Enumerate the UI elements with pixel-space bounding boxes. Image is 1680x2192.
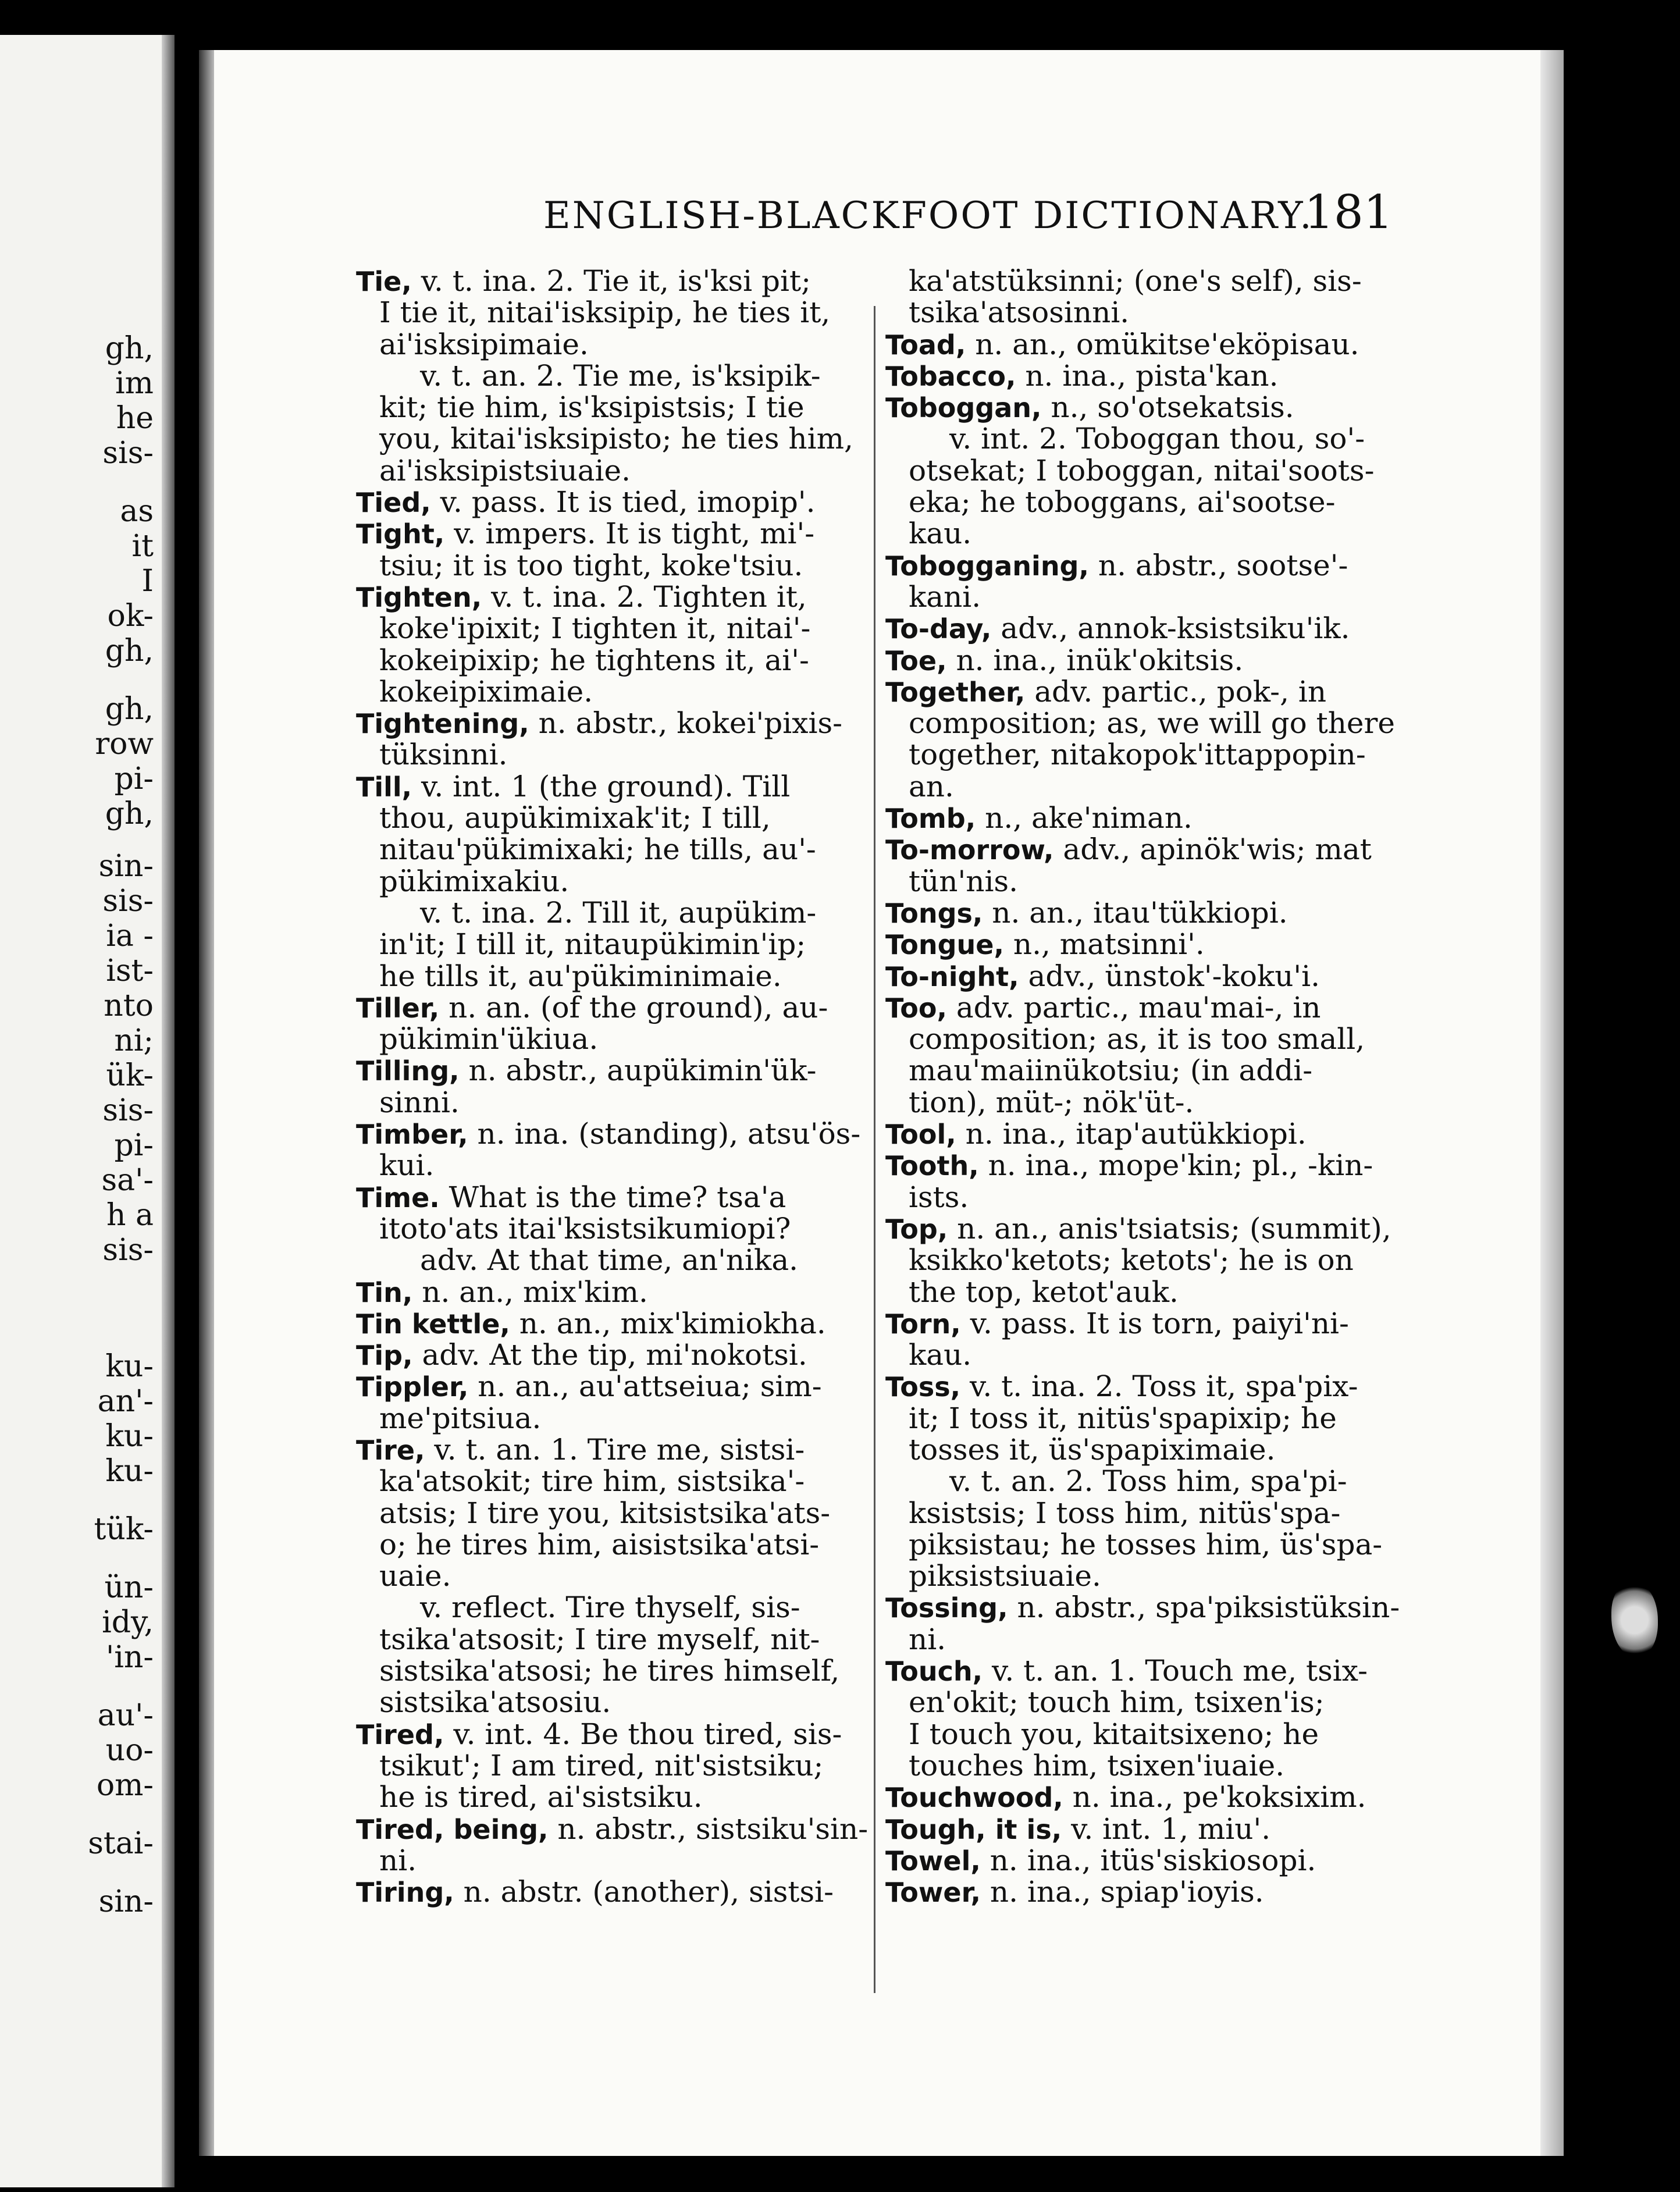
facing-page-fragment: pi- [114, 1128, 154, 1163]
definition-text: v. t. an. 1. Tire me, sistsi- [425, 1432, 805, 1467]
definition-text: adv., apinök'wis; mat [1053, 832, 1372, 867]
definition-text: v. int. 1 (the ground). Till [412, 769, 791, 803]
headword: Together, [885, 676, 1026, 708]
entry-continuation-line [885, 265, 1525, 297]
definition-text: in'it; I till it, nitaupükimin'ip; [379, 927, 806, 962]
definition-text: it; I toss it, nitüs'spapixip; he [909, 1401, 1337, 1435]
headword: To-night, [885, 960, 1019, 992]
definition-text: tosses it, üs'spapiximaie. [909, 1432, 1276, 1467]
headword: Tossing, [885, 1592, 1008, 1624]
headword: Toe, [885, 645, 947, 677]
dictionary-entry-line [885, 360, 1525, 392]
entry-continuation-line [885, 1055, 1525, 1086]
definition-text: v. t. an. 2. Tie me, is'ksipik- [420, 358, 821, 393]
dictionary-entry-line [885, 329, 1525, 360]
dictionary-entry-line [885, 1592, 1525, 1623]
dictionary-entry-line [885, 645, 1525, 676]
entry-continuation-line [885, 1434, 1525, 1465]
definition-text: adv., annok-ksistsiku'ik. [991, 611, 1350, 646]
entry-continuation-line [885, 771, 1525, 802]
definition-text: n. abstr., sootse'- [1088, 548, 1348, 582]
definition-text: mau'maiinükotsiu; (in addi- [909, 1054, 1313, 1088]
entry-continuation-line [885, 1087, 1525, 1118]
facing-page-fragment: tük- [94, 1512, 154, 1547]
definition-text: n. ina., pista'kan. [1016, 358, 1279, 393]
facing-page-fragment: om- [96, 1768, 154, 1803]
definition-text: n., ake'niman. [976, 801, 1193, 835]
facing-page-fragment: sin- [98, 849, 154, 884]
definition-text: n. abstr. (another), sistsi- [454, 1875, 834, 1909]
headword: Torn, [885, 1308, 961, 1340]
definition-text: tion), müt-; nök'üt-. [909, 1085, 1194, 1119]
definition-text: What is the time? tsa'a [439, 1180, 786, 1214]
facing-page-fragment: he [116, 401, 154, 436]
dictionary-entry-line [885, 1876, 1525, 1908]
facing-page-fragment: row [95, 727, 154, 761]
definition-text: ni. [909, 1622, 946, 1656]
headword: Tin kettle, [356, 1308, 510, 1340]
definition-text: sinni. [379, 1085, 460, 1119]
definition-text: tsiu; it is too tight, koke'tsiu. [379, 548, 803, 582]
definition-text: n. ina. (standing), atsu'ös- [468, 1117, 861, 1151]
headword: To-day, [885, 613, 992, 645]
definition-text: uaie. [379, 1559, 451, 1593]
facing-page-fragment: gh, [105, 634, 154, 668]
facing-page [0, 35, 175, 2187]
dictionary-entry-line [885, 960, 1525, 992]
entry-continuation-line [885, 1339, 1525, 1371]
definition-text: sistsika'atsosi; he tires himself, [379, 1654, 840, 1688]
definition-text: v. int. 2. Toboggan thou, so'- [949, 422, 1365, 456]
dictionary-entry-line [885, 1781, 1525, 1813]
definition-text: n. an. (of the ground), au- [439, 990, 828, 1024]
dictionary-entry-line [885, 1213, 1525, 1244]
dictionary-entry-line [885, 1655, 1525, 1686]
facing-page-fragment: sin- [98, 1884, 154, 1919]
definition-text: ists. [909, 1180, 969, 1214]
dictionary-entry-line [885, 928, 1525, 960]
definition-text: n. abstr., sistsiku'sin- [548, 1812, 869, 1846]
definition-text: v. t. an. 1. Touch me, tsix- [983, 1654, 1368, 1688]
dictionary-entry-line [885, 550, 1525, 581]
headword: Top, [885, 1213, 948, 1245]
headword: Tip, [356, 1340, 413, 1372]
facing-page-fragment: uo- [105, 1733, 154, 1768]
facing-page-fragment: I [141, 564, 154, 599]
dictionary-entry-line [885, 392, 1525, 423]
definition-text: v. int. 4. Be thou tired, sis- [444, 1717, 842, 1751]
definition-text: v. int. 1, miu'. [1062, 1812, 1271, 1846]
facing-page-fragment: ük- [106, 1058, 154, 1093]
headword: Tighten, [356, 581, 482, 613]
definition-text: kui. [379, 1148, 435, 1183]
definition-text: n. ina., mope'kin; pl., -kin- [978, 1148, 1373, 1183]
definition-text: kokeipixip; he tightens it, ai'- [379, 643, 809, 677]
definition-text: n. ina., pe'koksixim. [1063, 1780, 1366, 1814]
definition-text: together, nitakopok'ittappopin- [909, 738, 1366, 772]
headword: Tower, [885, 1877, 981, 1909]
definition-text: koke'ipixit; I tighten it, nitai'- [379, 611, 811, 646]
definition-text: itoto'ats itai'ksistsikumiopi? [379, 1211, 791, 1246]
definition-text: en'okit; touch him, tsixen'is; [909, 1685, 1325, 1720]
definition-text: I tie it, nitai'isksipip, he ties it, [379, 296, 831, 330]
facing-page-fragment: ok- [107, 599, 154, 634]
facing-page-fragment: h a [106, 1198, 154, 1233]
entry-continuation-line [885, 1276, 1525, 1308]
definition-text: n. ina., itap'autükkiopi. [956, 1117, 1307, 1151]
headword: Till, [356, 771, 412, 803]
definition-text: n. an., mix'kimiokha. [510, 1306, 826, 1340]
headword: Tired, [356, 1718, 444, 1750]
right-column [885, 265, 1525, 1908]
facing-page-fragment: nto [104, 988, 154, 1023]
entry-continuation-line [885, 423, 1525, 454]
definition-text: adv. partic., pok-, in [1025, 674, 1327, 709]
entry-continuation-line [885, 1529, 1525, 1560]
headword: Toad, [885, 329, 966, 361]
definition-text: n. an., au'attseiua; sim- [468, 1369, 822, 1404]
definition-text: kani. [909, 579, 981, 614]
definition-text: ai'isksipimaie. [379, 327, 589, 361]
headword: Tired, being, [356, 1813, 549, 1845]
entry-continuation-line [885, 1403, 1525, 1434]
entry-continuation-line [885, 739, 1525, 770]
definition-text: n. abstr., spa'piksistüksin- [1008, 1590, 1400, 1625]
facing-page-fragment: it [131, 529, 154, 564]
definition-text: I touch you, kitaitsixeno; he [909, 1717, 1319, 1751]
definition-text: you, kitai'isksipisto; he ties him, [379, 422, 853, 456]
definition-text: composition; as, we will go there [909, 706, 1395, 741]
dictionary-entry-line [885, 1845, 1525, 1876]
definition-text: he tills it, au'pükiminimaie. [379, 959, 782, 993]
headword: Toboggan, [885, 392, 1042, 424]
definition-text: me'pitsiua. [379, 1401, 542, 1435]
dictionary-entry-line [885, 802, 1525, 834]
definition-text: ka'atstüksinni; (one's self), sis- [909, 264, 1362, 298]
dictionary-entry-line [885, 676, 1525, 707]
definition-text: the top, ketot'auk. [909, 1275, 1179, 1309]
definition-text: n. ina., inük'okitsis. [946, 643, 1244, 677]
definition-text: thou, aupükimixak'it; I till, [379, 801, 771, 835]
definition-text: adv., ünstok'-koku'i. [1019, 959, 1320, 993]
dictionary-entry-line [885, 834, 1525, 865]
definition-text: eka; he toboggans, ai'sootse- [909, 485, 1336, 519]
headword: Tightening, [356, 708, 529, 740]
definition-text: ksistsis; I toss him, nitüs'spa- [909, 1496, 1341, 1530]
headword: Tight, [356, 518, 445, 550]
entry-continuation-line [885, 707, 1525, 739]
paper-damage-blot [1611, 1582, 1658, 1658]
definition-text: v. t. an. 2. Toss him, spa'pi- [949, 1464, 1347, 1499]
facing-page-fragment: ku- [105, 1349, 154, 1384]
page-edge-shadow [1540, 50, 1564, 2156]
definition-text: pükimixakiu. [379, 864, 570, 898]
column-divider [874, 306, 875, 1993]
entry-continuation-line [885, 1497, 1525, 1529]
definition-text: tüksinni. [379, 738, 508, 772]
entry-continuation-line [885, 1182, 1525, 1213]
definition-text: atsis; I tire you, kitsistsika'ats- [379, 1496, 831, 1530]
entry-continuation-line [885, 1560, 1525, 1592]
running-head: ENGLISH-BLACKFOOT DICTIONARY. [543, 194, 1314, 237]
dictionary-entry-line [885, 897, 1525, 928]
definition-text: kau. [909, 1338, 972, 1372]
headword: Touch, [885, 1656, 983, 1688]
facing-page-fragment: pi- [114, 761, 154, 796]
definition-text: v. t. ina. 2. Tighten it, [482, 579, 807, 614]
definition-text: ka'atsokit; tire him, sistsika'- [379, 1464, 805, 1499]
definition-text: n. abstr., aupükimin'ük- [459, 1054, 817, 1088]
definition-text: v. t. ina. 2. Toss it, spa'pix- [960, 1369, 1358, 1404]
headword: Tippler, [356, 1371, 469, 1403]
headword: Tin, [356, 1276, 413, 1308]
definition-text: ksikko'ketots; ketots'; he is on [909, 1243, 1354, 1278]
definition-text: otsekat; I toboggan, nitai'soots- [909, 453, 1375, 487]
definition-text: an. [909, 769, 954, 803]
definition-text: n. an., omükitse'eköpisau. [966, 327, 1359, 361]
definition-text: pükimin'ükiua. [379, 1022, 599, 1056]
dictionary-entry-line [885, 992, 1525, 1023]
headword: Tied, [356, 487, 431, 519]
facing-page-fragment: sis- [102, 1093, 154, 1128]
facing-page-fragment: sis- [102, 884, 154, 919]
facing-page-fragment: ün- [104, 1570, 154, 1605]
headword: Touchwood, [885, 1782, 1063, 1814]
entry-continuation-line [885, 1023, 1525, 1055]
headword: Tongue, [885, 929, 1004, 961]
entry-continuation-line [885, 297, 1525, 328]
headword: Toss, [885, 1371, 961, 1403]
definition-text: tsika'atsosinni. [909, 296, 1130, 330]
headword: Timber, [356, 1119, 468, 1151]
facing-page-gutter [162, 35, 175, 2187]
facing-page-fragment: idy, [102, 1605, 154, 1640]
entry-continuation-line [885, 1686, 1525, 1718]
definition-text: adv. partic., mau'mai-, in [946, 990, 1321, 1024]
dictionary-entry-line [885, 1150, 1525, 1181]
definition-text: n. ina., itüs'siskiosopi. [980, 1843, 1316, 1877]
definition-text: tün'nis. [909, 864, 1018, 898]
definition-text: v. t. ina. 2. Tie it, is'ksi pit; [411, 264, 811, 298]
definition-text: ni. [379, 1843, 417, 1877]
definition-text: v. impers. It is tight, mi'- [444, 517, 815, 551]
entry-continuation-line [885, 1718, 1525, 1750]
definition-text: o; he tires him, aisistsika'atsi- [379, 1527, 820, 1561]
facing-page-fragment: ku- [105, 1454, 154, 1489]
definition-text: n., matsinni'. [1003, 927, 1205, 962]
facing-page-fragment: sis- [102, 1233, 154, 1268]
entry-continuation-line [885, 866, 1525, 897]
facing-page-fragment: ist- [106, 953, 154, 988]
definition-text: tsika'atsosit; I tire myself, nit- [379, 1622, 820, 1656]
facing-page-fragment: sis- [102, 436, 154, 471]
dictionary-entry-line [885, 1371, 1525, 1402]
definition-text: v. pass. It is torn, paiyi'ni- [960, 1306, 1349, 1340]
headword: To-morrow, [885, 834, 1054, 866]
dictionary-entry-line [885, 1813, 1525, 1845]
definition-text: adv. At the tip, mi'nokotsi. [412, 1338, 807, 1372]
definition-text: piksistsiuaie. [909, 1559, 1101, 1593]
definition-text: kokeipiximaie. [379, 674, 593, 709]
definition-text: touches him, tsixen'iuaie. [909, 1748, 1285, 1782]
entry-continuation-line [885, 1624, 1525, 1655]
headword: Tiller, [356, 992, 440, 1024]
definition-text: n., so'otsekatsis. [1041, 390, 1294, 425]
headword: Tobogganing, [885, 550, 1089, 582]
definition-text: adv. At that time, an'nika. [420, 1243, 799, 1278]
entry-continuation-line [885, 518, 1525, 549]
facing-page-fragment: gh, [105, 331, 154, 366]
definition-text: kit; tie him, is'ksipistsis; I tie [379, 390, 805, 425]
facing-page-fragment: gh, [105, 796, 154, 831]
headword: Tie, [356, 266, 412, 297]
facing-page-fragment: ni; [114, 1023, 154, 1058]
definition-text: nitau'pükimixaki; he tills, au'- [379, 832, 816, 867]
headword: Tongs, [885, 897, 983, 929]
definition-text: tsikut'; I am tired, nit'sistsiku; [379, 1748, 824, 1782]
entry-continuation-line [885, 1750, 1525, 1781]
headword: Towel, [885, 1845, 981, 1877]
definition-text: ai'isksipistsiuaie. [379, 453, 631, 487]
facing-page-fragment: stai- [88, 1826, 154, 1861]
headword: Time. [356, 1182, 440, 1214]
dictionary-entry-line [885, 1308, 1525, 1339]
definition-text: he is tired, ai'sistsiku. [379, 1780, 703, 1814]
facing-page-fragment: as [120, 494, 154, 529]
definition-text: piksistau; he tosses him, üs'spa- [909, 1527, 1383, 1561]
page-number: 181 [1304, 185, 1393, 239]
definition-text: n. an., anis'tsiatsis; (summit), [948, 1211, 1391, 1246]
definition-text: kau. [909, 517, 972, 551]
headword: Tilling, [356, 1055, 460, 1087]
definition-text: sistsika'atsosiu. [379, 1685, 611, 1720]
definition-text: v. pass. It is tied, imopip'. [430, 485, 816, 519]
headword: Tool, [885, 1119, 956, 1151]
entry-continuation-line [885, 455, 1525, 486]
entry-continuation-line [885, 486, 1525, 518]
facing-page-fragment: ia - [106, 919, 154, 953]
headword: Tobacco, [885, 360, 1016, 392]
headword: Tough, it is, [885, 1813, 1062, 1845]
definition-text: n. an., itau'tükkiopi. [983, 895, 1288, 930]
headword: Tomb, [885, 803, 976, 835]
definition-text: n. abstr., kokei'pixis- [529, 706, 842, 741]
facing-page-fragment: sa'- [101, 1163, 154, 1198]
entry-continuation-line [885, 1244, 1525, 1276]
definition-text: n. an., mix'kim. [412, 1275, 648, 1309]
facing-page-fragment: im [115, 366, 154, 401]
page-spine-shadow [199, 50, 214, 2156]
facing-page-fragment: 'in- [106, 1640, 154, 1675]
definition-text: n. ina., spiap'ioyis. [980, 1875, 1264, 1909]
dictionary-entry-line [885, 613, 1525, 644]
facing-page-fragment: an'- [97, 1384, 154, 1419]
definition-text: composition; as, it is too small, [909, 1022, 1365, 1056]
entry-continuation-line [885, 1465, 1525, 1497]
definition-text: v. reflect. Tire thyself, sis- [420, 1590, 800, 1625]
headword: Tiring, [356, 1877, 454, 1909]
facing-page-fragment: ku- [105, 1419, 154, 1454]
facing-page-fragment: au'- [97, 1698, 154, 1733]
definition-text: v. t. ina. 2. Till it, aupükim- [420, 895, 817, 930]
headword: Tooth, [885, 1150, 979, 1182]
dictionary-entry-line [885, 1118, 1525, 1150]
facing-page-fragment: gh, [105, 692, 154, 727]
headword: Tire, [356, 1434, 425, 1466]
dictionary-page [199, 50, 1564, 2156]
entry-continuation-line [885, 581, 1525, 613]
headword: Too, [885, 992, 947, 1024]
